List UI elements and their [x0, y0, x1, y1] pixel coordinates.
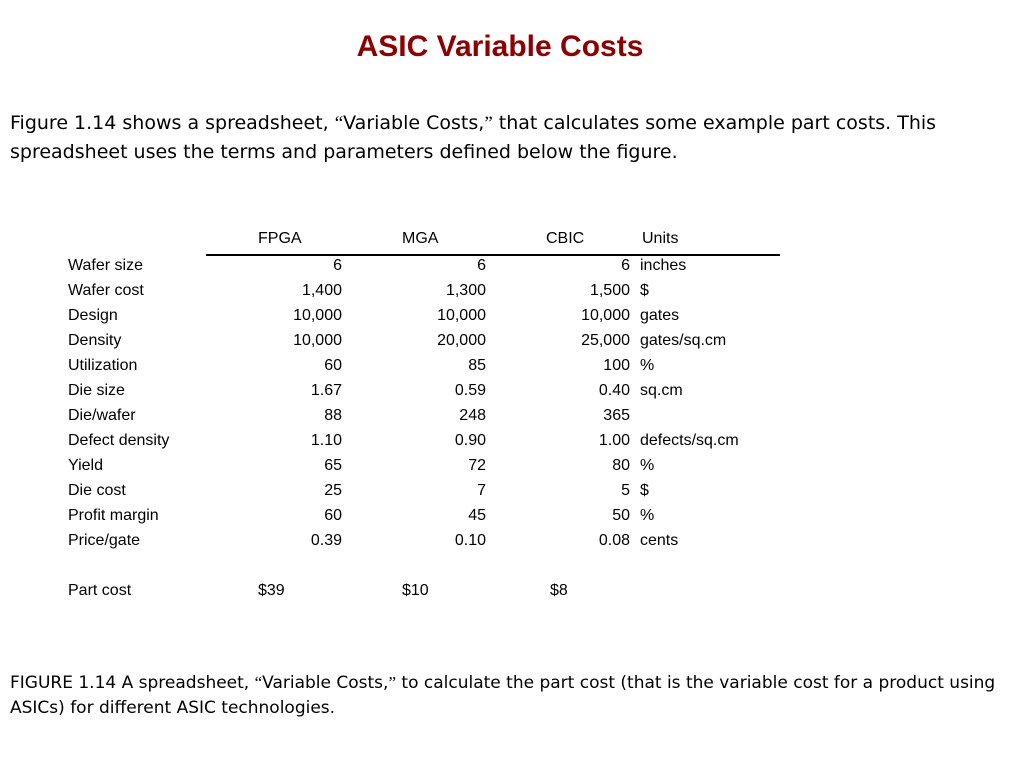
spreadsheet-body — [66, 253, 786, 553]
table-row — [66, 503, 786, 528]
units-value: cents — [640, 532, 679, 549]
part-cost-label: Part cost — [68, 582, 132, 599]
row-label: Price/gate — [68, 532, 141, 549]
fpga-value: 10,000 — [293, 307, 342, 324]
row-label: Defect density — [68, 432, 170, 449]
row-label: Design — [68, 307, 118, 324]
units-value: sq.cm — [640, 382, 683, 399]
units-value: % — [640, 507, 655, 524]
cbic-value: 365 — [603, 407, 630, 424]
table-row — [66, 353, 786, 378]
cbic-value: 100 — [603, 357, 630, 374]
cbic-value: 5 — [621, 482, 630, 499]
mga-value: 0.90 — [454, 432, 486, 449]
row-label: Die size — [68, 382, 125, 399]
mga-value: 45 — [468, 507, 486, 524]
cbic-value: 0.08 — [598, 532, 630, 549]
cbic-value: 25,000 — [581, 332, 630, 349]
intro-quoted-text: Variable Costs, — [343, 112, 485, 134]
row-label: Die/wafer — [68, 407, 136, 424]
cbic-value: 80 — [612, 457, 630, 474]
cbic-value: 10,000 — [581, 307, 630, 324]
table-row — [66, 378, 786, 403]
row-label: Wafer cost — [68, 282, 144, 299]
header-fpga: FPGA — [258, 230, 302, 247]
mga-value: 1,300 — [445, 282, 486, 299]
units-value: gates/sq.cm — [640, 332, 727, 349]
table-row — [66, 528, 786, 553]
units-value: % — [640, 457, 655, 474]
fpga-value: 1,400 — [301, 282, 342, 299]
fpga-value: 0.39 — [310, 532, 342, 549]
row-label: Yield — [68, 457, 103, 474]
units-value: inches — [640, 257, 687, 274]
row-label: Utilization — [68, 357, 138, 374]
fpga-value: 1.10 — [310, 432, 342, 449]
units-value: $ — [640, 282, 649, 299]
cbic-value: 50 — [612, 507, 630, 524]
fpga-value: 60 — [324, 507, 342, 524]
intro-text-start: Figure 1.14 shows a spreadsheet, — [10, 112, 335, 134]
mga-value: 20,000 — [437, 332, 486, 349]
cbic-value: 6 — [621, 257, 630, 274]
table-row — [66, 253, 786, 278]
row-label: Wafer size — [68, 257, 143, 274]
table-row — [66, 278, 786, 303]
part-cost-cbic: $8 — [550, 582, 568, 599]
units-value: defects/sq.cm — [640, 432, 739, 449]
part-cost-fpga: $39 — [258, 582, 285, 599]
row-label: Density — [68, 332, 122, 349]
caption-text-start: FIGURE 1.14 A spreadsheet, — [10, 673, 255, 693]
row-label: Die cost — [68, 482, 126, 499]
fpga-value: 65 — [324, 457, 342, 474]
mga-value: 85 — [468, 357, 486, 374]
caption-close-quote: ” — [388, 673, 396, 692]
header-units: Units — [642, 230, 679, 247]
cbic-value: 1.00 — [598, 432, 630, 449]
header-cbic: CBIC — [546, 230, 585, 247]
cbic-value: 0.40 — [598, 382, 630, 399]
table-row — [66, 478, 786, 503]
fpga-value: 1.67 — [310, 382, 342, 399]
fpga-value: 88 — [324, 407, 342, 424]
caption-open-quote: “ — [254, 673, 263, 692]
mga-value: 7 — [477, 482, 486, 499]
cbic-value: 1,500 — [589, 282, 630, 299]
intro-close-quote: ” — [484, 113, 493, 134]
variable-costs-spreadsheet — [66, 228, 786, 603]
row-label: Profit margin — [68, 507, 159, 524]
intro-open-quote: “ — [334, 113, 344, 134]
figure-caption — [10, 670, 1016, 721]
table-row — [66, 453, 786, 478]
units-value: $ — [640, 482, 649, 499]
mga-value: 248 — [459, 407, 486, 424]
table-row — [66, 403, 786, 428]
table-row — [66, 328, 786, 353]
intro-paragraph — [10, 109, 1014, 166]
table-row — [66, 428, 786, 453]
spreadsheet-header-row — [66, 228, 786, 253]
mga-value: 6 — [477, 257, 486, 274]
mga-value: 0.10 — [454, 532, 486, 549]
page-title: ASIC Variable Costs — [356, 30, 644, 63]
part-cost-row — [66, 578, 786, 603]
header-mga: MGA — [402, 230, 439, 247]
caption-text-end: to calculate the part cost (that is the variable cost for a product using ASICs) for different ASIC technologies. — [10, 673, 996, 718]
part-cost-mga: $10 — [402, 582, 429, 599]
table-row — [66, 303, 786, 328]
mga-value: 10,000 — [437, 307, 486, 324]
mga-value: 72 — [468, 457, 486, 474]
units-value: % — [640, 357, 655, 374]
fpga-value: 25 — [324, 482, 342, 499]
caption-quoted-text: Variable Costs, — [262, 673, 389, 693]
mga-value: 0.59 — [454, 382, 486, 399]
fpga-value: 60 — [324, 357, 342, 374]
units-value: gates — [640, 307, 680, 324]
row-spacer — [66, 553, 786, 578]
fpga-value: 10,000 — [293, 332, 342, 349]
fpga-value: 6 — [333, 257, 342, 274]
intro-text-end: that calculates some example part costs. This spreadsheet uses the terms and parameters defined below the figure. — [10, 112, 937, 163]
